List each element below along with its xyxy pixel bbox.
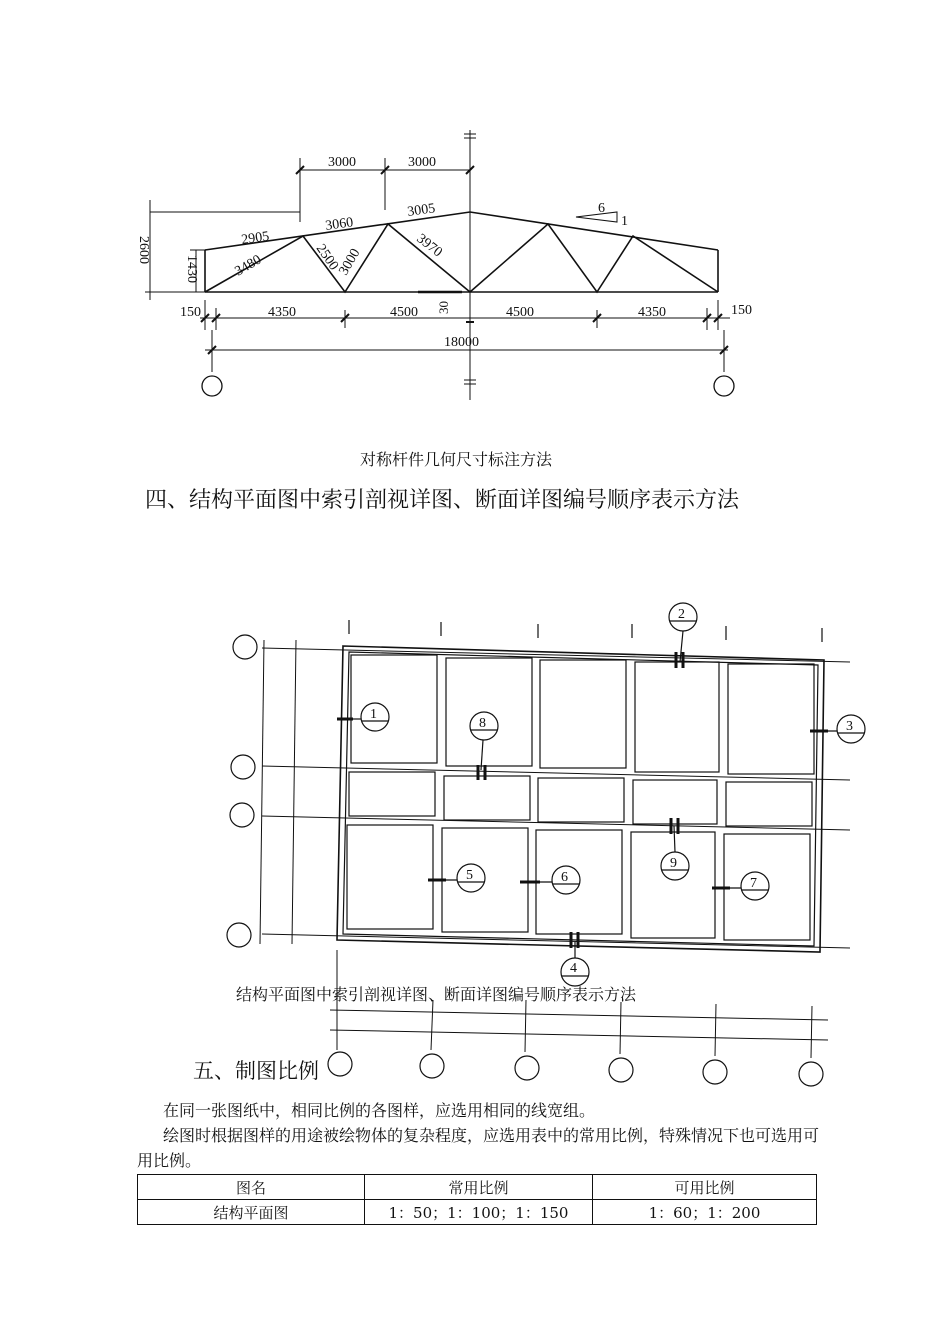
truss-drawing xyxy=(0,0,950,420)
member-3005: 3005 xyxy=(406,201,437,220)
height-2600: 2600 xyxy=(136,236,151,264)
slope-run: 1 xyxy=(621,214,628,229)
marker-6: 6 xyxy=(561,870,568,885)
bottom-dim-4500-left: 4500 xyxy=(390,305,418,320)
bottom-dim-150-left: 150 xyxy=(180,305,201,320)
member-3000: 3000 xyxy=(336,246,364,278)
paragraph-1: 在同一张图纸中，相同比例的各图样，应选用相同的线宽组。 xyxy=(163,1101,596,1120)
marker-8: 8 xyxy=(479,716,486,731)
member-2905: 2905 xyxy=(240,229,271,248)
bottom-dim-4350-right: 4350 xyxy=(638,305,666,320)
table-header-row xyxy=(138,1175,817,1200)
bottom-dim-4350-left: 4350 xyxy=(268,305,296,320)
member-3970: 3970 xyxy=(413,231,445,261)
marker-9: 9 xyxy=(670,856,677,871)
truss-caption: 对称杆件几何尺寸标注方法 xyxy=(360,450,553,469)
marker-2: 2 xyxy=(678,607,685,622)
section5-heading: 五、制图比例 xyxy=(193,1059,319,1083)
total-dim: 18000 xyxy=(444,335,479,350)
table-row xyxy=(138,1200,817,1225)
top-dim-2: 3000 xyxy=(408,155,436,170)
table-header-cell: 可用比例 xyxy=(593,1175,817,1200)
marker-4: 4 xyxy=(570,961,577,976)
table-cell: 结构平面图 xyxy=(138,1200,365,1225)
slope-rise: 6 xyxy=(598,201,605,216)
center-offset: 30 xyxy=(436,301,451,314)
member-3060: 3060 xyxy=(324,215,355,234)
paragraph-2: 绘图时根据图样的用途被绘物体的复杂程度，应选用表中的常用比例，特殊情况下也可选用可用比例。 xyxy=(137,1126,820,1170)
member-2500: 2500 xyxy=(312,241,342,274)
plan-caption: 结构平面图中索引剖视详图、断面详图编号顺序表示方法 xyxy=(236,985,637,1004)
top-dim-1: 3000 xyxy=(328,155,356,170)
marker-7: 7 xyxy=(750,876,757,891)
marker-3: 3 xyxy=(846,719,853,734)
marker-1: 1 xyxy=(370,707,377,722)
section4-heading: 四、结构平面图中索引剖视详图、断面详图编号顺序表示方法 xyxy=(145,488,740,513)
marker-5: 5 xyxy=(466,868,473,883)
height-1430: 1430 xyxy=(184,255,199,283)
bottom-dim-150-right: 150 xyxy=(731,303,752,318)
table-header-cell: 常用比例 xyxy=(365,1175,593,1200)
table-header-cell: 图名 xyxy=(138,1175,365,1200)
scale-table xyxy=(137,1174,817,1225)
table-cell: 1：60；1：200 xyxy=(593,1200,817,1225)
member-3480: 3480 xyxy=(232,252,265,280)
structural-plan xyxy=(0,560,950,1100)
table-cell: 1：50；1：100；1：150 xyxy=(365,1200,593,1225)
bottom-dim-4500-right: 4500 xyxy=(506,305,534,320)
